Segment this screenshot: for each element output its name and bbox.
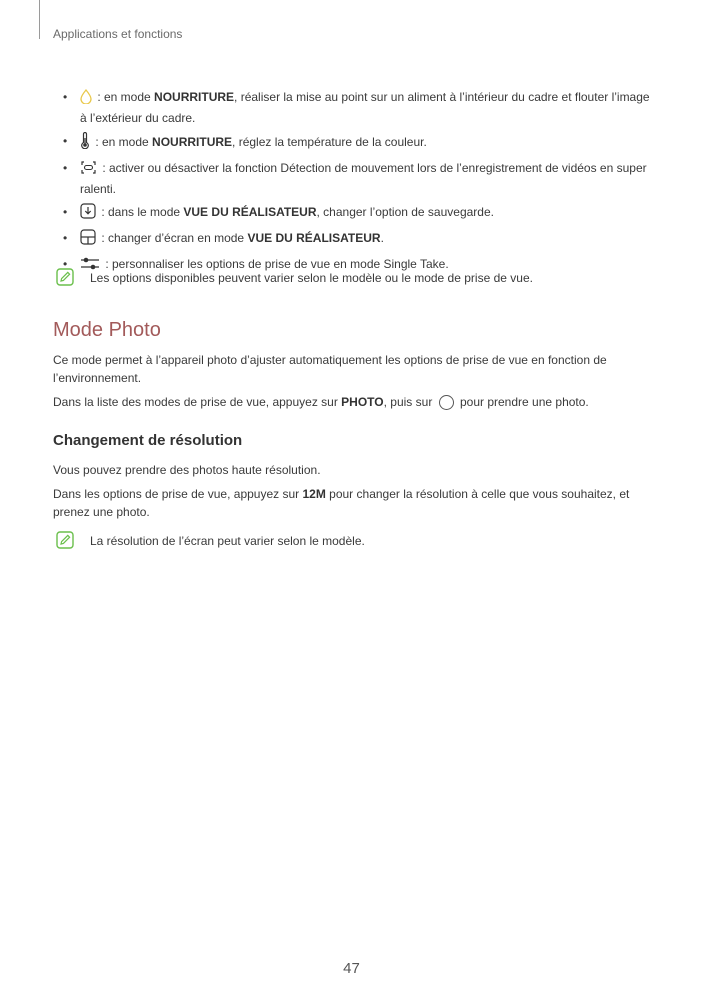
paragraph: Vous pouvez prendre des photos haute résolution. bbox=[53, 463, 321, 477]
list-item: • : dans le mode VUE DU RÉALISATEUR, changer l’option de sauvegarde. bbox=[53, 203, 653, 224]
list-item: • : activer ou désactiver la fonction Détection de mouvement lors de l’enregistrement de vidéos en super ralenti. bbox=[63, 161, 647, 196]
bullet: • bbox=[63, 90, 68, 104]
paragraph: Dans la liste des modes de prise de vue, appuyez sur PHOTO, puis sur pour prendre une photo. bbox=[53, 395, 589, 409]
page-number: 47 bbox=[343, 960, 360, 977]
list-item: • : personnaliser les options de prise de vue en mode Single Take. bbox=[53, 255, 653, 276]
note-text: Les options disponibles peuvent varier selon le modèle ou le mode de prise de vue. bbox=[90, 271, 533, 285]
bullet: • bbox=[63, 205, 68, 219]
motion-detection-icon bbox=[80, 160, 97, 180]
switch-screen-icon bbox=[80, 229, 96, 250]
note-text: La résolution de l’écran peut varier selon le modèle. bbox=[90, 534, 365, 548]
thermometer-icon bbox=[80, 132, 90, 154]
note-icon bbox=[56, 531, 74, 554]
list-item: • : en mode NOURRITURE, réglez la température de la couleur. bbox=[53, 132, 653, 154]
shutter-icon bbox=[439, 395, 454, 410]
subsection-title: Changement de résolution bbox=[53, 432, 243, 449]
bullet: • bbox=[63, 257, 68, 271]
section-title: Mode Photo bbox=[53, 319, 161, 341]
paragraph: Ce mode permet à l’appareil photo d’ajuster automatiquement les options de prise de vue en fonction de l’environnement. bbox=[53, 353, 607, 385]
save-option-icon bbox=[80, 203, 96, 224]
paragraph: Dans les options de prise de vue, appuyez sur 12M pour changer la résolution à celle que vous souhaitez, et prenez une photo. bbox=[53, 487, 630, 519]
note bbox=[53, 532, 690, 550]
list-item: • : en mode NOURRITURE, réaliser la mise au point sur un aliment à l’intérieur du cadre et flouter l’image à l’extérieur du cadre. bbox=[63, 90, 650, 125]
bullet: • bbox=[63, 161, 68, 175]
droplet-icon bbox=[80, 89, 92, 109]
list-item: • : changer d’écran en mode VUE DU RÉALISATEUR. bbox=[53, 229, 653, 250]
note bbox=[53, 269, 690, 287]
feature-list bbox=[53, 88, 653, 281]
bullet: • bbox=[63, 134, 68, 148]
note-icon bbox=[56, 268, 74, 291]
running-head: Applications et fonctions bbox=[53, 27, 183, 41]
bullet: • bbox=[63, 231, 68, 245]
page-rule bbox=[39, 0, 40, 39]
